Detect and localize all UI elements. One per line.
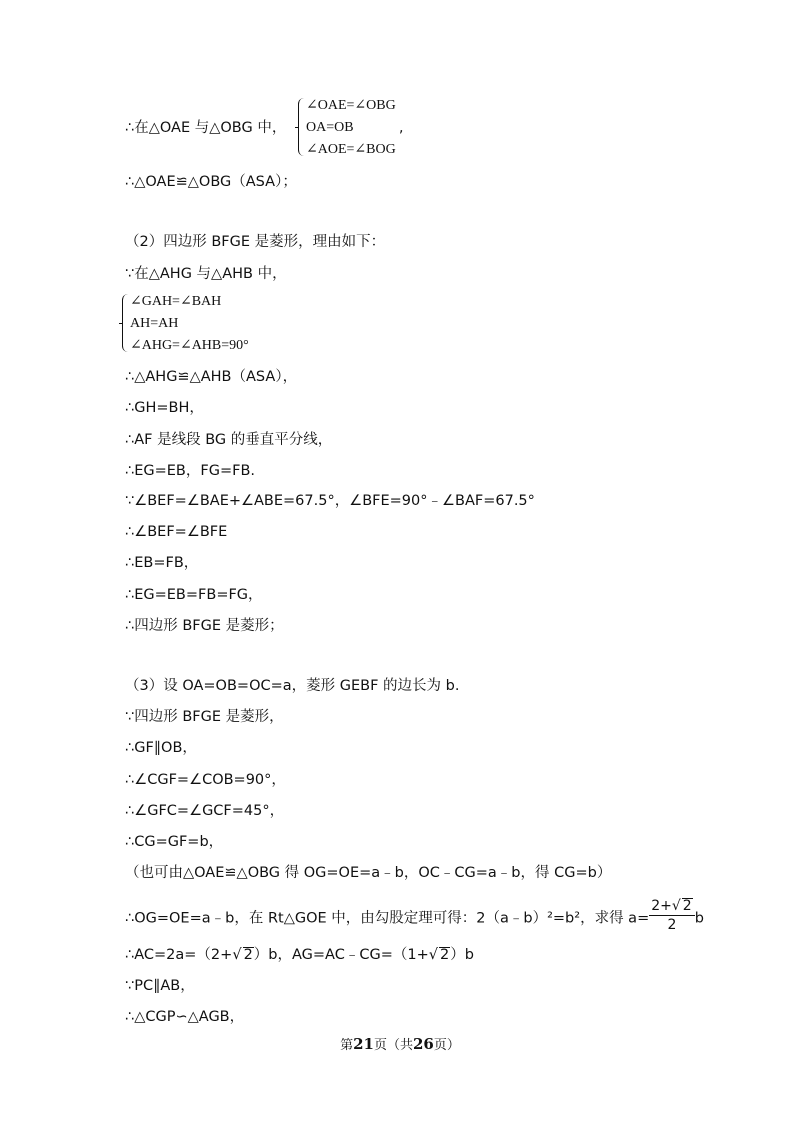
- og-text: ∴OG=OE=a﹣b，在 Rt△GOE 中，由勾股定理可得：2（a﹣b）²=b²，求得 a=: [125, 910, 650, 927]
- part3-heading: （3）设 OA=OB=OC=a，菱形 GEBF 的边长为 b.: [125, 678, 460, 694]
- part1-intro: ∴在△OAE 与△OBG 中，: [125, 120, 287, 136]
- total-pages: 26: [413, 1035, 434, 1053]
- system-row: ∠AOE=∠BOG: [306, 142, 396, 157]
- page-footer: 第21页（共26页）: [340, 1035, 460, 1053]
- fraction-denominator: 2: [667, 917, 677, 933]
- proof-step: ∴△AHG≌△AHB（ASA），: [125, 369, 298, 385]
- system-row: ∠OAE=∠OBG: [306, 98, 396, 113]
- og-equation-line: [125, 900, 704, 937]
- proof-step: ∴EG=EB，FG=FB.: [125, 463, 256, 479]
- sqrt-radicand: 2: [243, 947, 253, 963]
- proof-step: （也可由△OAE≌△OBG 得 OG=OE=a﹣b，OC﹣CG=a﹣b，得 CG=b）: [125, 865, 612, 881]
- proof-step: ∵四边形 BFGE 是菱形，: [125, 709, 284, 725]
- proof-step: ∴GF∥OB，: [125, 740, 197, 756]
- proof-step: ∴∠CGF=∠COB=90°，: [125, 772, 286, 788]
- part1-conclusion: ∴△OAE≌△OBG（ASA）；: [125, 174, 297, 190]
- sqrt-radicand: 2: [439, 947, 450, 963]
- proof-step: ∴GH=BH，: [125, 400, 204, 416]
- proof-step: ∴△CGP∽△AGB，: [125, 1009, 245, 1025]
- system-row: ∠AHG=∠AHB=90°: [130, 338, 249, 353]
- system-row: ∠GAH=∠BAH: [130, 294, 222, 309]
- og-suffix: b: [694, 910, 704, 927]
- proof-step: ∴EB=FB，: [125, 555, 199, 571]
- page-number: 21: [353, 1035, 374, 1053]
- proof-step: ∴CG=GF=b，: [125, 834, 224, 850]
- sqrt-radicand: 2: [682, 898, 692, 914]
- proof-step: ∴∠GFC=∠GCF=45°，: [125, 803, 285, 819]
- system-row: OA=OB: [306, 120, 354, 135]
- part2-heading: （2）四边形 BFGE 是菱形，理由如下：: [125, 234, 386, 250]
- part1-equation-system: [298, 96, 438, 158]
- fraction: [649, 897, 694, 934]
- system-comma: ,: [399, 120, 404, 136]
- part2-intro: ∵在△AHG 与△AHB 中，: [125, 266, 287, 282]
- proof-step: ∵∠BEF=∠BAE+∠ABE=67.5°，∠BFE=90°﹣∠BAF=67.5°: [125, 493, 535, 509]
- proof-step: ∴AF 是线段 BG 的垂直平分线，: [125, 432, 333, 448]
- system-row: AH=AH: [130, 316, 179, 331]
- fraction-numerator: 2+√ 2: [649, 897, 694, 916]
- proof-step: ∴∠BEF=∠BFE: [125, 524, 228, 540]
- proof-step: ∴EG=EB=FB=FG，: [125, 587, 263, 603]
- proof-step: ∴四边形 BFGE 是菱形；: [125, 618, 284, 634]
- proof-step: ∵PC∥AB，: [125, 978, 195, 994]
- part2-equation-system: [122, 292, 302, 354]
- ac-equation-line: ∴AC=2a=（2+√ 2）b，AG=AC﹣CG=（1+√ 2）b: [125, 947, 474, 963]
